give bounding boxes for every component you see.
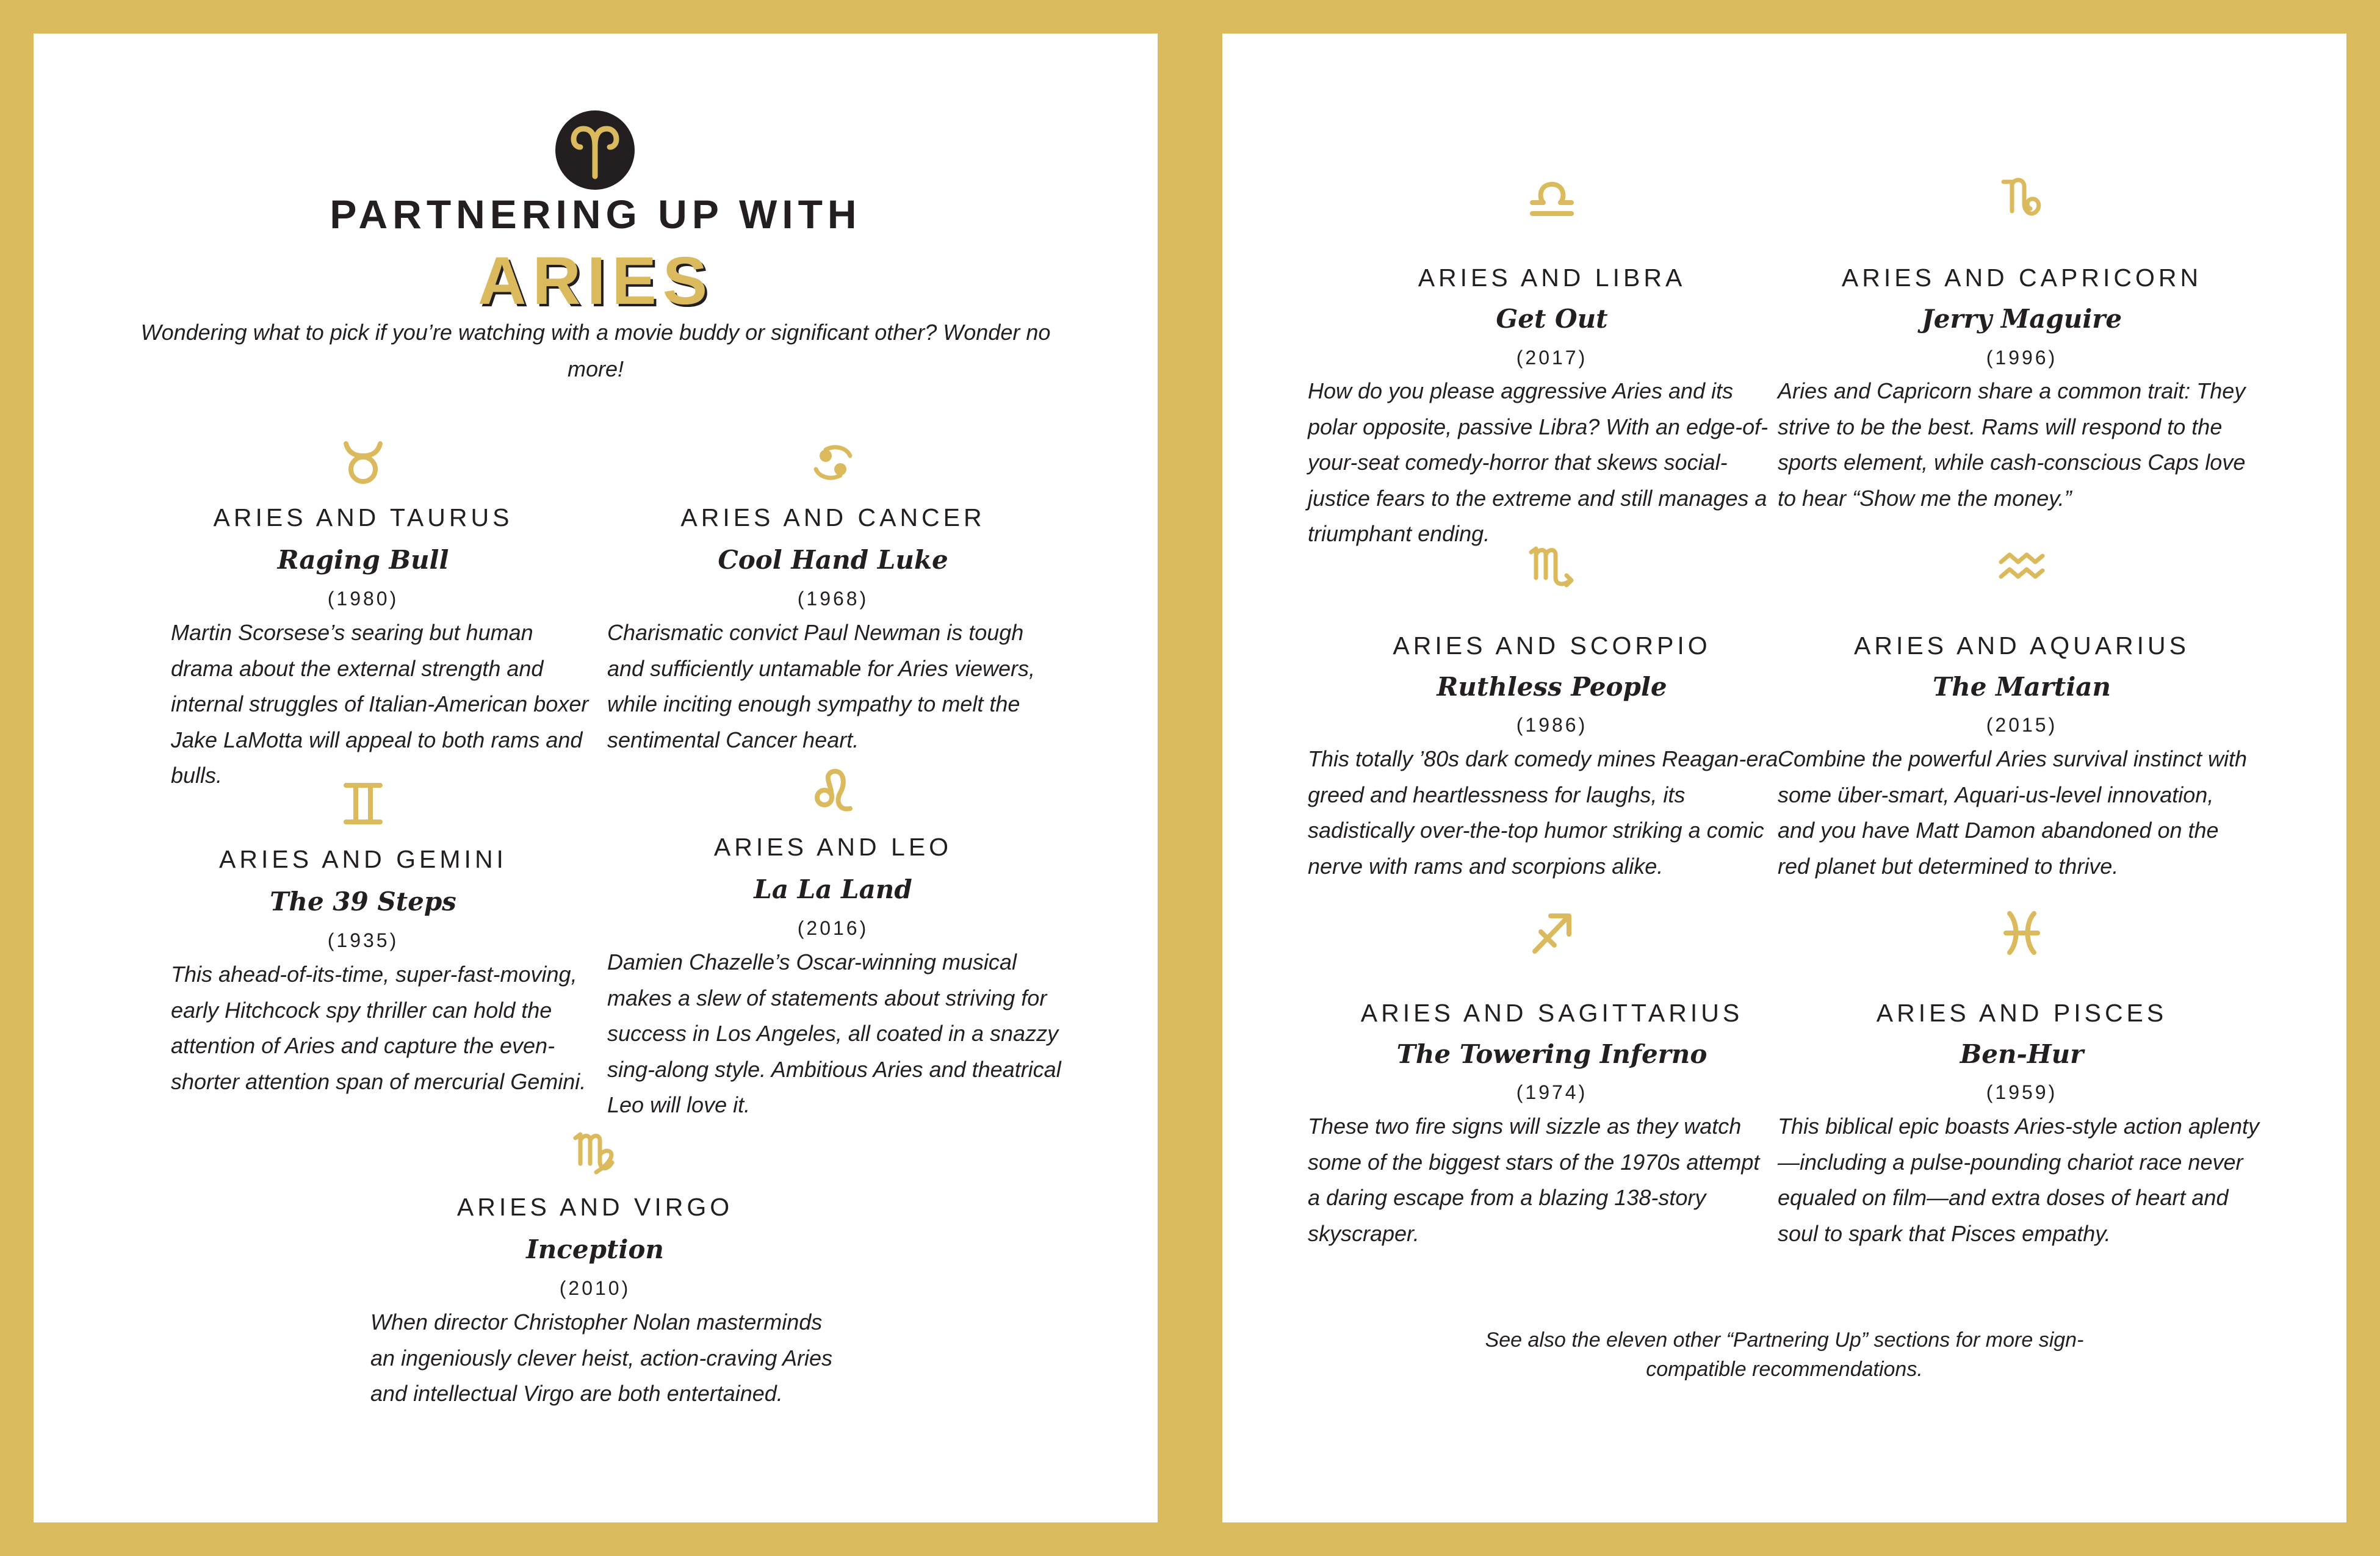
entry-film: La La Land (754, 874, 912, 904)
entry-description: Charismatic convict Paul Newman is tough and sufficiently untamable for Aries viewers, while inciting enough sympathy to melt the sentimental Cancer heart. (607, 620, 1035, 752)
entry-year: (2015) (1986, 714, 2058, 736)
entry-taurus (137, 436, 589, 796)
entry-description: How do you please aggressive Aries and its polar opposite, passive Libra? With an edge-of-your-seat comedy-horror that skews social-justice fears to the extreme and still manages a triumphant ending. (1308, 378, 1769, 546)
cancer-icon (807, 436, 859, 488)
entry-film: The Martian (1932, 672, 2111, 702)
entry-year: (1968) (797, 588, 869, 610)
entry-year: (2016) (797, 917, 869, 939)
entry-gemini (137, 778, 589, 1132)
entry-leo (607, 766, 1059, 1132)
virgo-icon (569, 1126, 621, 1177)
capricorn-icon (1996, 171, 2047, 222)
entry-pair: ARIES AND VIRGO (456, 1193, 734, 1221)
entry-pair: ARIES AND LIBRA (1418, 264, 1686, 292)
entry-pair: ARIES AND TAURUS (213, 503, 513, 531)
entry-pair: ARIES AND AQUARIUS (1853, 632, 2190, 660)
taurus-icon (337, 436, 389, 488)
entry-film: Get Out (1496, 304, 1608, 334)
entry-year: (1980) (327, 588, 399, 610)
leo-icon (807, 766, 859, 817)
entry-film: Cool Hand Luke (718, 545, 948, 575)
entry-year: (1986) (1516, 714, 1588, 736)
entry-pair: ARIES AND PISCES (1876, 999, 2168, 1027)
entry-description: When director Christopher Nolan masterminds an ingeniously clever heist, action-craving Aries and intellectual Virgo are both entertained. (370, 1309, 833, 1406)
libra-icon (1526, 171, 1578, 222)
entry-scorpio (1308, 540, 1778, 894)
entry-year: (1935) (327, 929, 399, 951)
entry-film: Raging Bull (277, 545, 449, 575)
entry-virgo (351, 1126, 839, 1455)
entry-description: Martin Scorsese’s searing but human drama about the external strength and internal struggles of Italian-American boxer Jake LaMotta will appeal to both rams and bulls. (171, 620, 589, 788)
pisces-icon (1996, 907, 2047, 959)
entry-pair: ARIES AND CAPRICORN (1841, 264, 2202, 292)
entry-year: (1959) (1986, 1081, 2058, 1103)
entry-cancer (607, 436, 1059, 766)
entry-film: Inception (526, 1234, 664, 1264)
entry-pair: ARIES AND CANCER (680, 503, 986, 531)
entry-film: Ruthless People (1437, 672, 1667, 702)
entry-capricorn (1778, 171, 2248, 525)
entry-year: (1974) (1516, 1081, 1588, 1103)
aries-icon (555, 110, 635, 190)
intro-text: Wondering what to pick if you’re watching with a movie buddy or significant other? Wonder no more! (140, 320, 1051, 381)
left-page (34, 34, 1158, 1522)
entry-description: This biblical epic boasts Aries-style action aplenty—including a pulse-pounding chariot race never equaled on film—and extra doses of heart and soul to spark that Pisces empathy. (1778, 1114, 2260, 1246)
footer-note: See also the eleven other “Partnering Up” sections for more sign-compatible recommendations. (1485, 1328, 2084, 1381)
entry-aquarius (1778, 540, 2248, 894)
entry-film: The 39 Steps (270, 887, 456, 917)
aquarius-icon (1996, 540, 2047, 591)
sagittarius-icon (1526, 907, 1578, 959)
entry-description: This totally ’80s dark comedy mines Reagan-era greed and heartlessness for laughs, its sadistically over-the-top humor striking a comic nerve with rams and scorpions alike. (1308, 746, 1778, 879)
scorpio-icon (1526, 540, 1578, 591)
entry-description: Combine the powerful Aries survival instinct with some über-smart, Aquari-us-level innovation, and you have Matt Damon abandoned on the red planet but determined to thrive. (1778, 746, 2247, 879)
entry-year: (2017) (1516, 347, 1588, 369)
entry-description: Damien Chazelle’s Oscar-winning musical makes a slew of statements about striving for success in Los Angeles, all coated in a snazzy sing-along style. Ambitious Aries and theatrical Leo will love it. (607, 949, 1061, 1117)
right-page (1222, 34, 2346, 1522)
entry-pair: ARIES AND LEO (713, 833, 953, 861)
entry-description: These two fire signs will sizzle as they watch some of the biggest stars of the 1970s attempt a daring escape from a blazing 138-story skyscraper. (1308, 1114, 1760, 1246)
gemini-icon (337, 778, 389, 829)
entry-description: Aries and Capricorn share a common trait: They strive to be the best. Rams will respond to the sports element, while cash-conscious Caps love to hear “Show me the money.” (1778, 378, 2246, 511)
entry-libra (1308, 171, 1778, 546)
page-title: PARTNERING UP WITH (330, 192, 862, 237)
page-title-sign: ARIES (477, 243, 714, 319)
entry-description: This ahead-of-its-time, super-fast-moving, early Hitchcock spy thriller can hold the attention of Aries and capture the even-shorter attention span of mercurial Gemini. (171, 962, 586, 1094)
entry-year: (2010) (559, 1277, 631, 1299)
entry-pair: ARIES AND SAGITTARIUS (1360, 999, 1744, 1027)
entry-pair: ARIES AND SCORPIO (1393, 632, 1711, 660)
entry-pair: ARIES AND GEMINI (219, 845, 507, 873)
entry-sagittarius (1308, 907, 1778, 1249)
entry-film: The Towering Inferno (1396, 1039, 1707, 1069)
entry-film: Ben-Hur (1960, 1039, 2084, 1069)
entry-year: (1996) (1986, 347, 2058, 369)
entry-film: Jerry Maguire (1921, 304, 2122, 334)
entry-pisces (1778, 907, 2260, 1273)
